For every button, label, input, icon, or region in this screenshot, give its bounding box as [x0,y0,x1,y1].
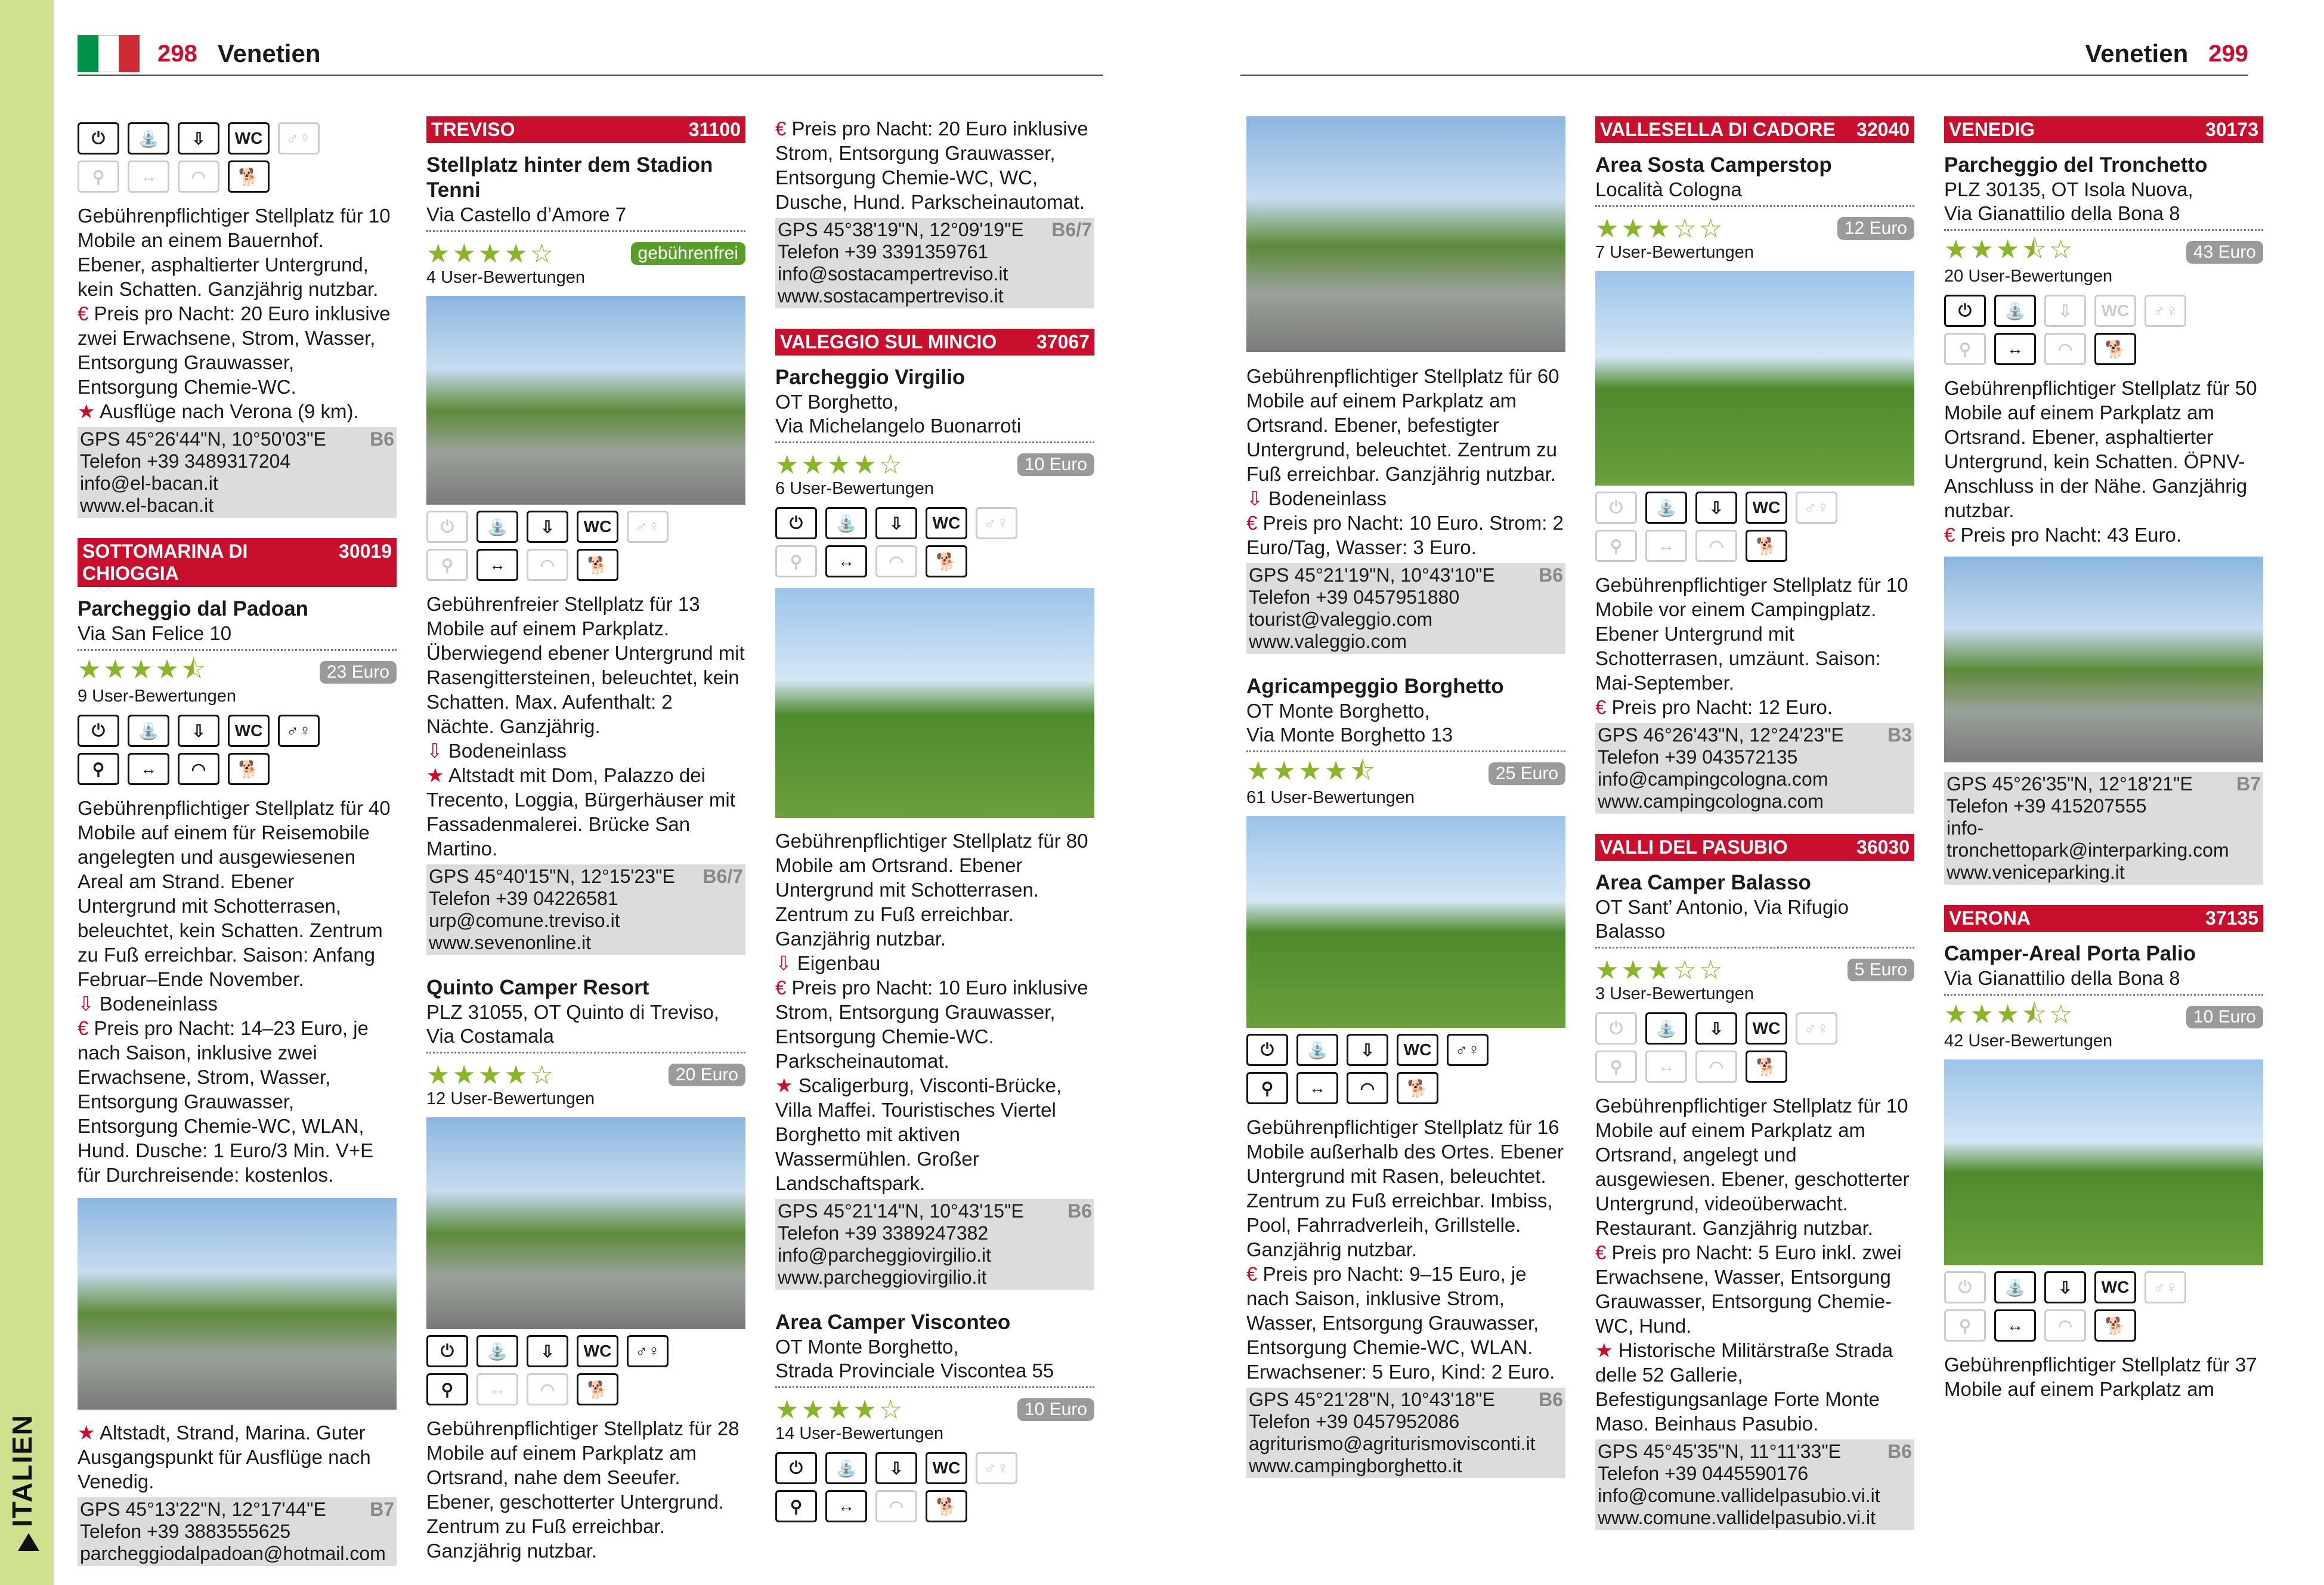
email-link[interactable]: info@sostacampertreviso.it [778,263,1008,285]
chemical-wc-icon: WC [228,715,270,747]
disposal-icon: ⇩ [2044,295,2086,327]
dog-icon: 🐕 [926,1490,967,1522]
amenity-icons [1246,1034,1509,1104]
contact-box: B6 GPS 45°21'14"N, 10°43'15"E Telefon +39 3389247382 info@parcheggiovirgilio.it www.parcheggiovirgilio.it [775,1199,1094,1290]
toilet-icon: ♂♀ [627,1335,669,1367]
wifi-icon: ◠ [875,545,917,577]
contact-box: B6 GPS 45°21'28"N, 10°43'18"E Telefon +39 0457952086 agriturismo@agriturismovisconti.it www.campingborghetto.it [1246,1388,1565,1478]
site-address: PLZ 31055, OT Quinto di Treviso, [426,1001,719,1023]
column-1 [78,116,397,1566]
column-3 [775,116,1094,1533]
toilet-icon: ♂♀ [2144,1271,2186,1303]
power-icon: ⏻ [78,122,119,155]
description: Gebührenpflichtiger Stellplatz für 16 Mobile außerhalb des Ortes. Ebener Untergrund mit Rasen, beleuchtet. Zentrum zu Fuß erreichbar. Imbiss, Pool, Fahrradverleih, Grillstelle. Ganzjährig nutzbar. [1246,1116,1564,1260]
site-address: OT Sant’ Antonio, Via Rifugio Balasso [1595,896,1849,942]
chemical-wc-icon: WC [577,511,618,543]
review-count: 4 User-Bewertungen [426,268,585,287]
dog-icon: 🐕 [2094,1309,2136,1342]
rating: ★★★⯪☆ 43 Euro [1944,238,2263,267]
description: Gebührenpflichtiger Stellplatz für 50 Mobile auf einem Parkplatz am Ortsrand. Ebener, asphaltierter Untergrund, kein Schatten. ÖPNV-Anschluss in der Nähe. Ganzjährig nutzbar. [1944,377,2257,521]
wifi-icon: ◠ [1347,1072,1388,1104]
dog-icon: 🐕 [228,753,270,785]
shower-icon: ⚲ [78,753,119,785]
site-address: Strada Provinciale Visconteа 55 [775,1360,1054,1382]
site-address: Via Costamala [426,1025,555,1047]
city-header: VALLI DEL PASUBIO 36030 [1595,834,1914,861]
toilet-icon: ♂♀ [1796,492,1837,524]
rating [78,654,397,687]
rating: ★★★☆☆ 5 Euro [1595,956,1914,984]
page-number: 298 [157,40,197,67]
disposal-icon: ⇩ [875,507,917,539]
review-count: 20 User-Bewertungen [1944,267,2113,286]
tip-text: ★ Ausflüge nach Verona (9 km). [78,400,359,422]
amenity-icons [426,1335,689,1405]
power-icon: ⏻ [775,1452,817,1484]
city-header: VENEDIG 30173 [1944,116,2263,143]
tip-text: ★ Altstadt, Strand, Marina. Guter Ausgangspunkt für Ausflüge nach Venedig. [78,1422,371,1493]
star-rating: ★★★★⯪ [78,654,209,684]
length-icon: ↔ [1645,1051,1687,1083]
tip-text: ★ Historische Militärstraße Strada delle 52 Gallerie, Befestigungsanlage Forte Monte Maso. Beinhaus Pasubio. [1595,1339,1893,1435]
rating: ★★★★☆ 20 Euro [426,1061,745,1089]
wifi-icon: ◠ [527,1373,568,1405]
price-badge: 10 Euro [1017,453,1094,476]
chemical-wc-icon: WC [926,1452,967,1484]
web-link[interactable]: www.parcheggiovirgilio.it [778,1266,987,1288]
price-badge: 23 Euro [320,661,397,684]
email-link[interactable]: tourist@valeggio.com [1249,608,1433,630]
shower-icon: ⚲ [775,1490,817,1522]
chemical-wc-icon: WC [1397,1034,1438,1066]
web-link[interactable]: www.comune.vallidelpasubio.vi.it [1598,1507,1876,1528]
disposal-icon: ⇩ [1695,492,1737,524]
email-link[interactable]: info-tronchettopark@interparking.com [1947,817,2229,861]
site-address: Via Gianattilio della Bona 8 [1944,967,2180,989]
description: Gebührenfreier Stellplatz für 13 Mobile auf einem Parkplatz. Überwiegend ebener Untergrund mit Rasengittersteinen, beleuchtet, kein Schatten. Max. Aufenthalt: 2 Nächte. Ganzjährig. [426,593,745,737]
water-icon: ⛲ [128,122,169,155]
price-text: € Preis pro Nacht: 12 Euro. [1595,696,1833,718]
amenity-icons [78,122,340,193]
site-photo [1944,1059,2263,1265]
web-link[interactable]: www.veniceparking.it [1947,861,2125,883]
site-name: Stellplatz hinter dem Stadion Tenni [426,153,713,202]
length-icon: ↔ [1645,530,1687,562]
price-text: € Preis pro Nacht: 14–23 Euro, je nach Saison, inklusive zwei Erwachsene, Strom, Wasser, Entsorgung Grauwasser, Entsorgung Chemie-WC, WLAN, Hund. Dusche: 1 Euro/3 Min. V+E für Durchreisende: kostenlos. [78,1017,374,1186]
water-icon: ⛲ [1994,1271,2036,1303]
column-4 [1246,116,1565,1478]
email-link[interactable]: info@campingcologna.com [1598,768,1828,790]
shower-icon: ⚲ [78,160,119,193]
site-photo [426,296,745,505]
length-icon: ↔ [128,753,169,785]
water-icon: ⛲ [1296,1034,1338,1066]
power-icon: ⏻ [426,511,468,543]
amenity-icons [78,715,340,785]
amenity-icons [775,1452,1038,1522]
chemical-wc-icon: WC [1746,1012,1787,1045]
wifi-icon: ◠ [178,160,219,193]
review-count: 12 User-Bewertungen [426,1089,595,1108]
dog-icon: 🐕 [1397,1072,1438,1104]
wifi-icon: ◠ [2044,333,2086,365]
power-icon: ⏻ [78,715,119,747]
price-badge: 25 Euro [1489,762,1565,785]
power-icon: ⏻ [1944,1271,1986,1303]
length-icon: ↔ [128,160,169,193]
review-count: 9 User-Bewertungen [78,687,236,706]
disposal-icon: ⇩ [1347,1034,1388,1066]
wifi-icon: ◠ [2044,1309,2086,1342]
dog-icon: 🐕 [2094,333,2136,365]
toilet-icon: ♂♀ [1796,1012,1837,1045]
page-title: Venetien [217,39,321,67]
site-address: Via Castello d’Amore 7 [426,203,627,225]
web-link[interactable]: www.sostacampertreviso.it [778,285,1004,307]
rating: ★★★★☆ 10 Euro [775,1395,1094,1424]
page-number: 299 [2208,40,2248,67]
site-address: Via San Felice 10 [78,622,232,644]
feature-text: ⇩ Bodeneinlass [426,740,567,762]
site-name: Parcheggio dal Padoan [78,597,309,620]
site-name: Quinto Camper Resort [426,976,649,999]
price-badge: 10 Euro [2186,1006,2263,1028]
description: Gebührenpflichtiger Stellplatz für 60 Mobile auf einem Parkplatz am Ortsrand. Ebener, befestigter Untergrund, beleuchtet. Zentrum zu Fuß erreichbar. Ganzjährig nutzbar. [1246,365,1559,485]
description: Gebührenpflichtiger Stellplatz für 80 Mobile am Ortsrand. Ebener Untergrund mit Schotterrasen. Zentrum zu Fuß erreichbar. Ganzjährig nutzbar. [775,830,1088,950]
rating: ★★★⯪☆ 10 Euro [1944,1003,2263,1031]
dog-icon: 🐕 [577,1373,618,1405]
rating: ★★★★☆ gebührenfrei [426,239,745,268]
page-title: Venetien [2085,39,2189,67]
power-icon: ⏻ [1595,1012,1637,1045]
price-badge: 12 Euro [1837,217,1914,240]
site-photo [1246,816,1565,1028]
contact-box: B6/7 GPS 45°40'15"N, 12°15'23"E Telefon +39 04226581 urp@comune.treviso.it www.sevenonline.it [426,864,745,955]
length-icon: ↔ [825,1490,867,1522]
price-text: € Preis pro Nacht: 10 Euro inklusive Strom, Entsorgung Grauwasser, Entsorgung Chemie-WC. Parkscheinautomat. [775,977,1088,1072]
site-photo [1595,271,1914,486]
toilet-icon: ♂♀ [2144,295,2186,327]
site-photo [1246,116,1565,352]
contact-box: B6 GPS 45°26'44"N, 10°50'03"E Telefon +39 3489317204 info@el-bacan.it www.el-bacan.it [78,427,397,518]
chemical-wc-icon: WC [2094,295,2136,327]
site-name: Agricampeggio Borghetto [1246,675,1504,698]
description: Gebührenpflichtiger Stellplatz für 10 Mobile auf einem Parkplatz am Ortsrand, angelegt und ausgewiesen. Ebener, geschotterter Untergrund, videoüberwacht. Restaurant. Ganzjährig nutzbar. [1595,1095,1910,1239]
price-badge: 5 Euro [1848,959,1914,981]
chemical-wc-icon: WC [1746,492,1787,524]
site-name: Area Camper Visconteo [775,1311,1011,1334]
site-name: Area Sosta Camperstop [1595,153,1832,177]
power-icon: ⏻ [775,507,817,539]
email-link[interactable]: info@comune.vallidelpasubio.vi.it [1598,1485,1880,1506]
disposal-icon: ⇩ [2044,1271,2086,1303]
site-photo [775,588,1094,818]
disposal-icon: ⇩ [178,715,219,747]
toilet-icon: ♂♀ [278,122,320,155]
feature-text: ⇩ Eigenbau [775,952,881,974]
feature-text: ⇩ Bodeneinlass [78,993,218,1015]
site-name: Parcheggio Virgilio [775,366,966,389]
power-icon: ⏻ [1595,492,1637,524]
shower-icon: ⚲ [1944,333,1986,365]
city-header: VERONA 37135 [1944,905,2263,932]
shower-icon: ⚲ [1595,1051,1637,1083]
rating: ★★★★⯪ 25 Euro [1246,759,1565,788]
review-count: 7 User-Bewertungen [1595,243,1754,262]
chemical-wc-icon: WC [577,1335,618,1367]
site-photo [426,1117,745,1329]
dog-icon: 🐕 [1746,1051,1787,1083]
water-icon: ⛲ [476,1335,518,1367]
site-name: Camper-Areal Porta Palio [1944,942,2196,965]
site-address: OT Monte Borghetto, [775,1336,959,1358]
dog-icon: 🐕 [926,545,967,577]
water-icon: ⛲ [128,715,169,747]
disposal-icon: ⇩ [875,1452,917,1484]
price-badge: 10 Euro [1017,1398,1094,1421]
amenity-icons [1595,1012,1858,1083]
wifi-icon: ◠ [1695,530,1737,562]
shower-icon: ⚲ [775,545,817,577]
sidebar [0,0,54,1585]
price-text: € Preis pro Nacht: 10 Euro. Strom: 2 Euro/Tag, Wasser: 3 Euro. [1246,512,1564,558]
site-photo [78,1198,397,1410]
site-address: Località Cologna [1595,178,1742,200]
site-name: Area Camper Balasso [1595,871,1811,894]
web-link[interactable]: www.campingborghetto.it [1249,1455,1462,1476]
description: Gebührenpflichtiger Stellplatz für 10 Mobile vor einem Campingplatz. Ebener Untergrund mit Schotterrasen, umzäunt. Saison: Mai-September. [1595,574,1908,694]
review-count: 6 User-Bewertungen [775,479,934,498]
dog-icon: 🐕 [1746,530,1787,562]
wifi-icon: ◠ [178,753,219,785]
contact-box: B6/7 GPS 45°38'19"N, 12°09'19"E Telefon +39 3391359761 info@sostacampertreviso.it www.sostacampertreviso.it [775,218,1094,308]
price-text: € Preis pro Nacht: 20 Euro inklusive Strom, Entsorgung Grauwasser, Entsorgung Chemie-WC, WC, Dusche, Hund. Parkscheinautomat. [775,118,1088,213]
site-address: Via Monte Borghetto 13 [1246,724,1453,746]
description: Gebührenpflichtiger Stellplatz für 10 Mobile an einem Bauernhof. Ebener, asphaltierter Untergrund, kein Schatten. Ganzjährig nutzbar. [78,205,391,300]
description: Gebührenpflichtiger Stellplatz für 28 Mobile auf einem Parkplatz am Ortsrand, nahe dem Seeufer. Ebener, geschotterter Untergrund. Zentrum zu Fuß erreichbar. Ganzjährig nutzbar. [426,1417,739,1562]
price-badge: 20 Euro [669,1064,745,1086]
power-icon: ⏻ [1944,295,1986,327]
price-badge: gebührenfrei [631,242,745,265]
water-icon: ⛲ [825,507,867,539]
shower-icon: ⚲ [426,1373,468,1405]
water-icon: ⛲ [476,511,518,543]
price-text: € Preis pro Nacht: 5 Euro inkl. zwei Erwachsene, Wasser, Entsorgung Grauwasser, Entsorgung Chemie-WC, Hund. [1595,1241,1902,1337]
contact-box: B7 GPS 45°13'22"N, 12°17'44"E Telefon +39 3883555625 parcheggiodalpadoan@hotmail.com [78,1497,397,1566]
web-link[interactable]: www.campingcologna.com [1598,790,1824,812]
contact-box: B6 GPS 45°21'19"N, 10°43'10"E Telefon +39 0457951880 tourist@valeggio.com www.valeggio.com [1246,563,1565,654]
city-header: VALEGGIO SUL MINCIO 37067 [775,329,1094,356]
left-page-header [78,33,1103,76]
feature-text: ⇩ Bodeneinlass [1246,487,1387,509]
description: Gebührenpflichtiger Stellplatz für 40 Mobile auf einem für Reisemobile angelegten und ausgewiesenen Areal am Strand. Ebener Untergrund mit Schotterrasen, beleuchtet, kein Schatten. Zentrum zu Fuß erreichbar. Saison: Anfang Februar–Ende November. [78,797,391,990]
shower-icon: ⚲ [1595,530,1637,562]
power-icon: ⏻ [1246,1034,1288,1066]
description: Gebührenpflichtiger Stellplatz für 37 Mobile auf einem Parkplatz am [1944,1354,2257,1400]
length-icon: ↔ [476,1373,518,1405]
country-tab [1,1372,54,1551]
amenity-icons [426,511,689,581]
contact-box: B7 GPS 45°26'35"N, 12°18'21"E Telefon +39 415207555 info-tronchettopark@interparking.com www.veniceparking.it [1944,772,2263,885]
arrow-up-icon [18,1533,39,1551]
city-header: VALLESELLA DI CADORE 32040 [1595,116,1914,143]
city-header: SOTTOMARINA DI CHIOGGIA 30019 [78,538,397,587]
price-badge: 43 Euro [2186,241,2263,264]
length-icon: ↔ [825,545,867,577]
amenity-icons [1944,1271,2207,1342]
site-address: OT Borghetto, [775,391,899,413]
tip-text: ★ Scaligerburg, Visconti-Brücke, Villa Maffei. Touristisches Viertel Borghetto mit aktiven Wassermühlen. Großer Landschaftspark. [775,1074,1062,1194]
web-link[interactable]: www.el-bacan.it [80,495,214,516]
italy-flag-icon [78,35,140,72]
length-icon: ↔ [1994,333,2036,365]
web-link[interactable]: www.valeggio.com [1249,631,1407,652]
column-2 [426,116,745,1563]
toilet-icon: ♂♀ [976,507,1017,539]
disposal-icon: ⇩ [1695,1012,1737,1045]
site-address: Via Michelangelo Buonarroti [775,415,1022,437]
power-icon: ⏻ [426,1335,468,1367]
dog-icon: 🐕 [577,549,618,581]
right-page-header [1240,33,2248,76]
disposal-icon: ⇩ [178,122,219,155]
wifi-icon: ◠ [875,1490,917,1522]
site-photo [1944,557,2263,762]
wifi-icon: ◠ [1695,1051,1737,1083]
review-count: 14 User-Bewertungen [775,1424,944,1443]
toilet-icon: ♂♀ [1447,1034,1489,1066]
column-5 [1595,116,1914,1530]
site-address: OT Monte Borghetto, [1246,700,1430,722]
length-icon: ↔ [1994,1309,2036,1342]
water-icon: ⛲ [1645,492,1687,524]
email-link[interactable]: urp@comune.treviso.it [429,910,620,931]
web-link[interactable]: www.sevenonline.it [429,932,592,953]
email-link[interactable]: agriturismo@agriturismovisconti.it [1249,1433,1536,1454]
email-link[interactable]: info@el-bacan.it [80,472,218,494]
water-icon: ⛲ [1645,1012,1687,1045]
chemical-wc-icon: WC [926,507,967,539]
review-count: 3 User-Bewertungen [1595,984,1754,1003]
water-icon: ⛲ [825,1452,867,1484]
amenity-icons [1944,295,2207,365]
wifi-icon: ◠ [527,549,568,581]
rating: ★★★☆☆ 12 Euro [1595,214,1914,243]
rating: ★★★★☆ 10 Euro [775,450,1094,479]
shower-icon: ⚲ [1246,1072,1288,1104]
amenity-icons [775,507,1038,577]
tip-text: ★ Altstadt mit Dom, Palazzo dei Trecento, Loggia, Bürgerhäuser mit Fassadenmalerei. Brücke San Martino. [426,764,735,860]
disposal-icon: ⇩ [527,1335,568,1367]
email-link[interactable]: parcheggiodalpadoan@hotmail.com [80,1543,386,1564]
length-icon: ↔ [476,549,518,581]
toilet-icon: ♂♀ [627,511,669,543]
toilet-icon: ♂♀ [278,715,320,747]
price-text: € Preis pro Nacht: 20 Euro inklusive zwei Erwachsene, Strom, Wasser, Entsorgung Grauwasser, Entsorgung Chemie-WC. [78,302,391,398]
length-icon: ↔ [1296,1072,1338,1104]
contact-box: B6 GPS 45°45'35"N, 11°11'33"E Telefon +39 0445590176 info@comune.vallidelpasubio.vi.it www.comune.vallidelpasubio.vi.it [1595,1439,1914,1530]
price-text: € Preis pro Nacht: 43 Euro. [1944,524,2182,546]
site-address: Via Gianattilio della Bona 8 [1944,202,2180,224]
city-header: TREVISO 31100 [426,116,745,143]
review-count: 61 User-Bewertungen [1246,788,1415,807]
site-name: Parcheggio del Tronchetto [1944,153,2208,177]
toilet-icon: ♂♀ [976,1452,1017,1484]
chemical-wc-icon: WC [2094,1271,2136,1303]
column-6 [1944,116,2263,1401]
dog-icon: 🐕 [228,160,270,193]
shower-icon: ⚲ [1944,1309,1986,1342]
water-icon: ⛲ [1994,295,2036,327]
amenity-icons [1595,492,1858,562]
review-count: 42 User-Bewertungen [1944,1031,2113,1051]
disposal-icon: ⇩ [527,511,568,543]
country-label: ITALIEN [7,1414,38,1527]
shower-icon: ⚲ [426,549,468,581]
price-text: € Preis pro Nacht: 9–15 Euro, je nach Saison, inklusive Strom, Wasser, Entsorgung Grauwasser, Entsorgung Chemie-WC, WLAN. Erwachsener: 5 Euro, Kind: 2 Euro. [1246,1263,1555,1383]
contact-box: B3 GPS 46°26'43"N, 12°24'23"E Telefon +39 043572135 info@campingcologna.com www.campingcologna.com [1595,723,1914,814]
chemical-wc-icon: WC [228,122,270,155]
site-address: PLZ 30135, OT Isola Nuova, [1944,178,2193,200]
email-link[interactable]: info@parcheggiovirgilio.it [778,1244,991,1266]
